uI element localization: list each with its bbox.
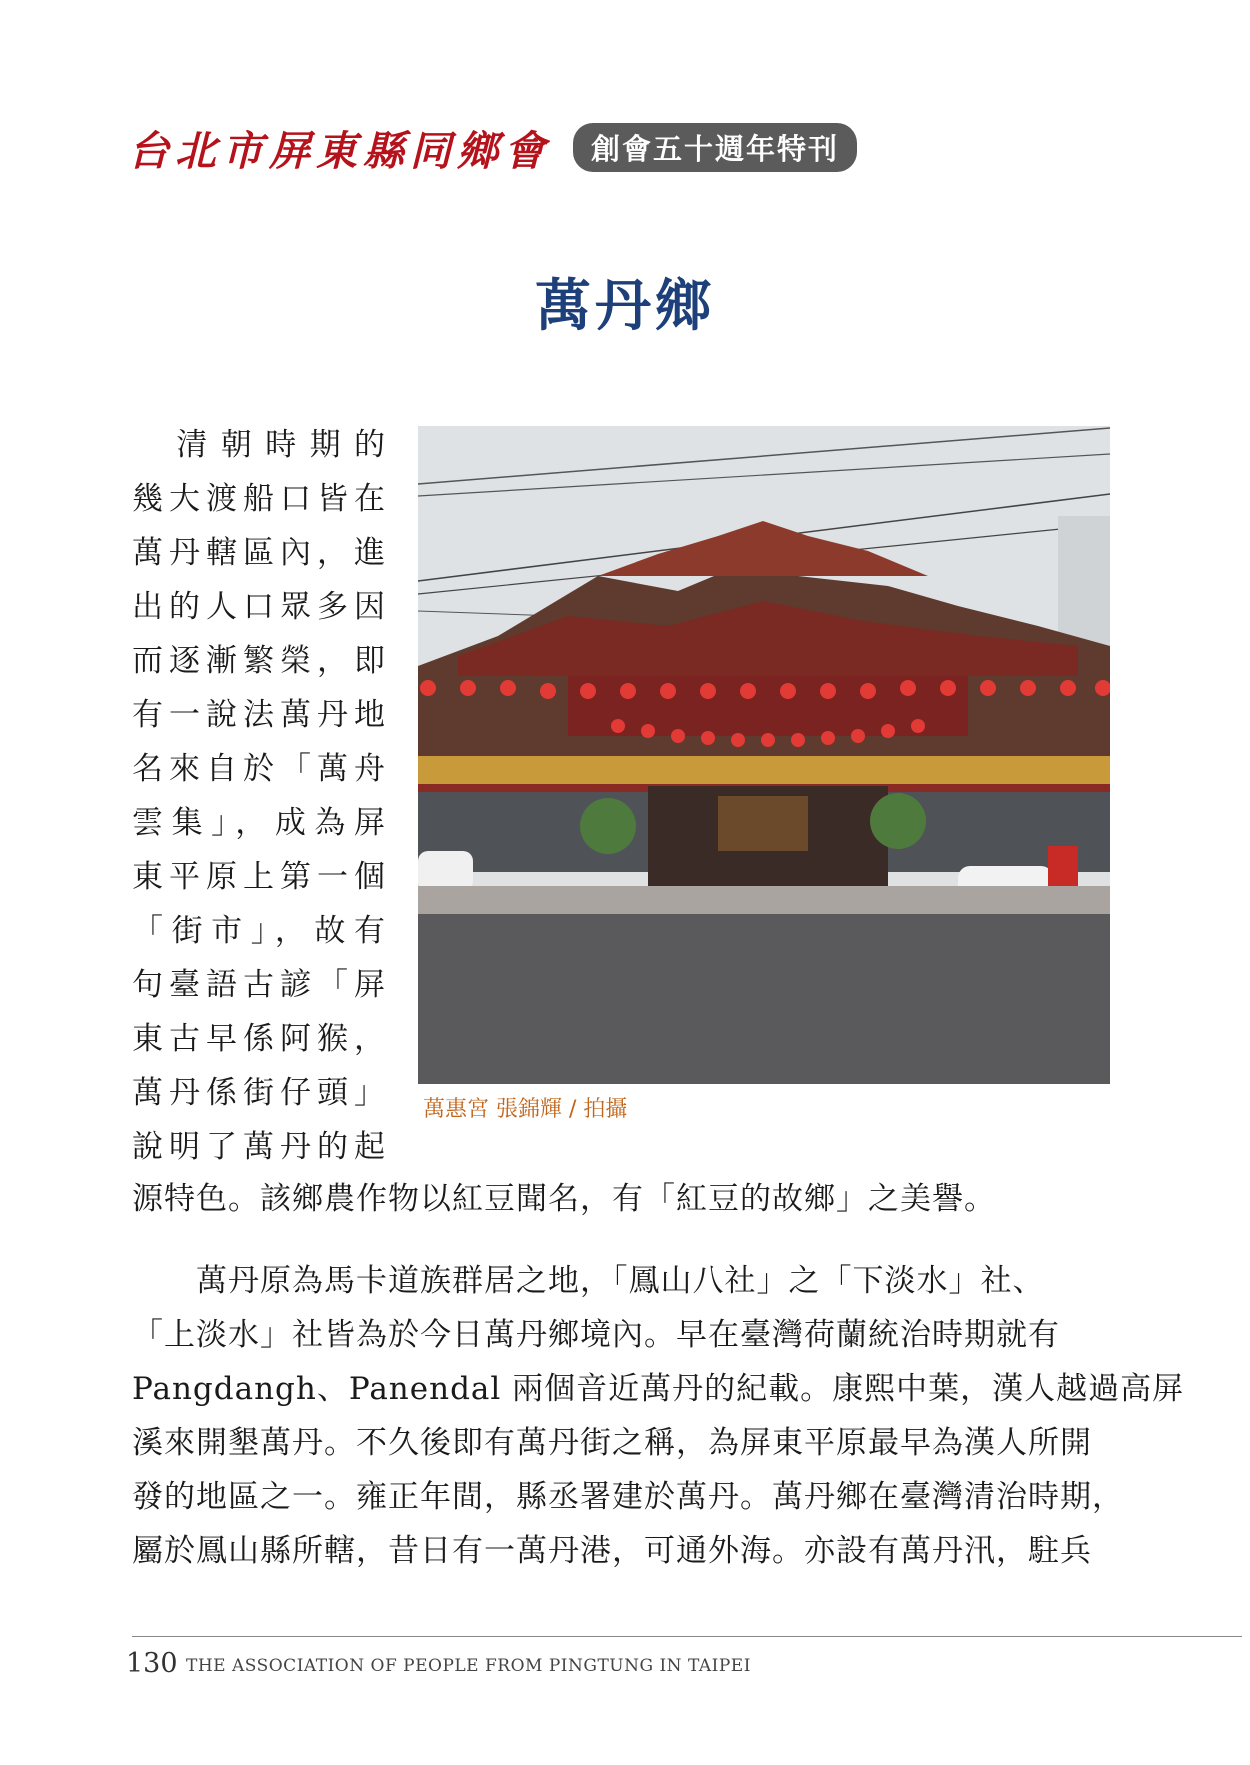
page-title: 萬丹鄉 (535, 273, 715, 339)
text-line: 幾大渡船口皆在 (132, 481, 387, 517)
page-number: 130 (126, 1648, 178, 1679)
anniversary-badge: 創會五十週年特刊 (573, 123, 857, 172)
publication-name: THE ASSOCIATION OF PEOPLE FROM PINGTUNG IN TAIPEI (186, 1656, 751, 1676)
text-line: 東平原上第一個 (132, 859, 387, 895)
text-line: 清朝時期的 (132, 427, 387, 463)
paragraph-2-line: 發的地區之一。雍正年間，縣丞署建於萬丹。萬丹鄉在臺灣清治時期， (132, 1479, 1124, 1515)
text-line: 而逐漸繁榮，即 (132, 643, 387, 679)
text-line: 萬丹轄區內，進 (132, 535, 387, 571)
paragraph-2-line: Pangdangh、Panendal 兩個音近萬丹的紀載。康熙中葉，漢人越過高屏 (132, 1371, 1185, 1407)
paragraph-2-line: 屬於鳳山縣所轄，昔日有一萬丹港，可通外海。亦設有萬丹汛，駐兵 (132, 1533, 1092, 1569)
temple-photo-illustration (418, 426, 1110, 1084)
footer-divider (132, 1636, 1242, 1637)
paragraph-1-wrapped (132, 418, 387, 1174)
paragraph-2-line: 溪來開墾萬丹。不久後即有萬丹街之稱，為屏東平原最早為漢人所開 (132, 1425, 1092, 1461)
org-name: 台北市屏東縣同鄉會 (128, 127, 551, 175)
paragraph-2-line: 萬丹原為馬卡道族群居之地，「鳳山八社」之「下淡水」社、 (132, 1263, 1045, 1299)
header (128, 118, 857, 177)
paragraph-2-line: 「上淡水」社皆為於今日萬丹鄉境內。早在臺灣荷蘭統治時期就有 (132, 1317, 1060, 1353)
text-line: 「街市」，故有 (132, 913, 387, 949)
text-line: 雲集」，成為屏 (132, 805, 387, 841)
text-line: 出的人口眾多因 (132, 589, 387, 625)
text-line: 東古早係阿猴， (132, 1021, 387, 1057)
text-line: 名來自於「萬舟 (132, 751, 387, 787)
paragraph-1-last-line: 源特色。該鄉農作物以紅豆聞名，有「紅豆的故鄉」之美譽。 (132, 1181, 996, 1217)
text-line: 句臺語古諺「屏 (132, 967, 387, 1003)
temple-photo (418, 426, 1110, 1084)
text-line: 說明了萬丹的起 (132, 1129, 387, 1165)
text-line: 萬丹係街仔頭」 (132, 1075, 387, 1111)
text-line: 有一說法萬丹地 (132, 697, 387, 733)
photo-caption: 萬惠宮 張錦輝 / 拍攝 (423, 1097, 628, 1122)
